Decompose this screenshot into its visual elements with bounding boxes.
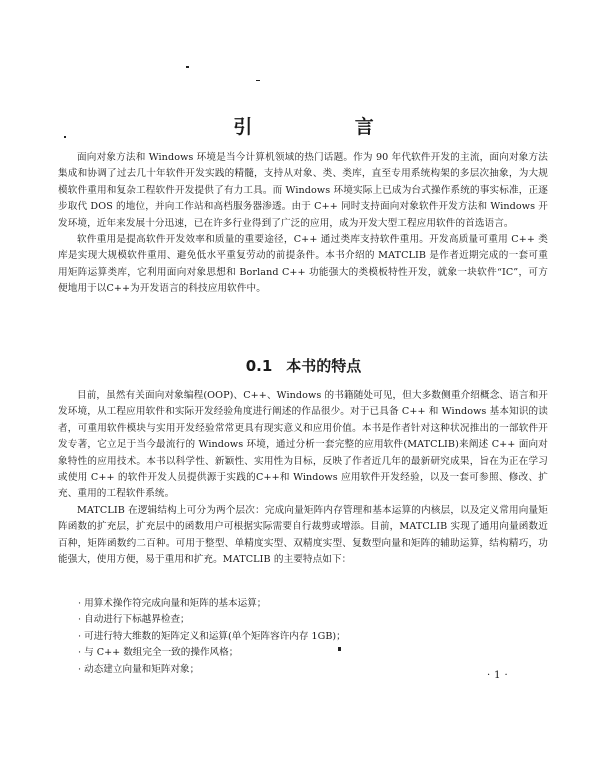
section-heading <box>0 355 607 376</box>
intro-text <box>58 150 548 298</box>
section-paragraph-2: MATCLIB 在逻辑结构上可分为两个层次：完成向量矩阵内存管理和基本运算的内核层，以及定义常用向量矩阵函数的扩充层，扩充层中的函数用户可根据实际需要自行裁剪或增添。目前，MATCLIB 实现了通用向量函数近百种，矩阵函数约二百种。可用于整型、单精度实型、双精度实型、复数型向量和矩阵的辅助运算，结构精巧，功能强大，使用方便，易于重用和扩充。MATCLIB 的主要特点如下： <box>58 504 548 566</box>
intro-paragraph-2: 软件重用是提高软件开发效率和质量的重要途径，C++ 通过类库支持软件重用。开发高质量可重用 C++ 类库是实现大规模软件重用、避免低水平重复劳动的前提条件。本书介绍的 MATCLIB 是作者近期完成的一套可重用矩阵运算类库，它利用面向对象思想和 Borland C++ 功能强大的类模板特性开发，就象一块软件“IC”，可方便地用于以C++为开发语言的科技应用软件中。 <box>58 234 548 295</box>
scan-speck <box>186 66 189 68</box>
list-item: · 动态建立向量和矩阵对象； <box>78 663 200 675</box>
page-number: ·1· <box>487 670 512 681</box>
section-paragraph-1: 目前，虽然有关面向对象编程(OOP)、C++、Windows 的书籍随处可见，但大多数侧重介绍概念、语言和开发环境，从工程应用软件和实际开发经验角度进行阐述的作品很少。对于已具备 C++ 和 Windows 基本知识的读者，可重用软件模块与实用开发经验常常更具有现实意义和应用价值。本书是作者针对这种状况推出的一部软件开发专著，它立足于当今最流行的 Windows 环境，通过分析一套完整的应用软件(MATCLIB)来阐述 C++ 面向对象特性的应用技术。本书以科学性、新颖性、实用性为目标，反映了作者近几年的最新研究成果，旨在为正在学习或使用 C++ 的软件开发人员提供源于实践的C++和 Windows 应用软件开发经验，以及一套可参照、修改、扩充、重用的工程软件系统。 <box>58 390 548 500</box>
list-item: · 用算术操作符完成向量和矩阵的基本运算； <box>78 598 267 609</box>
intro-paragraph-1: 面向对象方法和 Windows 环境是当今计算机领域的热门话题。作为 90 年代软件开发的主流，面向对象方法集成和协调了过去几十年软件开发实践的精髓，支持从对象、类、类库，直至专用系统构架的多层次抽象，为大规模软件重用和复杂工程软件开发提供了有力工具。而 Windows 环境实际上已成为台式操作系统的事实标准，正逐步取代 DOS 的地位，并向工作站和高档服务器渗透。由于 C++ 同时支持面向对象软件开发方法和 Windows 开发环境，近年来发展十分迅速，已在许多行业得到了广泛的应用，成为开发大型工程应用软件的首选语言。 <box>58 152 548 229</box>
scan-speck <box>256 80 260 81</box>
list-item: · 自动进行下标越界检查； <box>78 614 190 626</box>
chapter-title: 引 言 <box>233 116 422 138</box>
list-item: · 与 C++ 数组完全一致的操作风格； <box>78 647 239 659</box>
section-title: 本书的特点 <box>286 357 362 375</box>
feature-list <box>78 596 538 678</box>
section-text <box>58 388 548 568</box>
section-number: 0.1 <box>245 357 273 375</box>
list-item: · 可进行特大维数的矩阵定义和运算(单个矩阵容许内存 1GB)； <box>78 630 346 642</box>
